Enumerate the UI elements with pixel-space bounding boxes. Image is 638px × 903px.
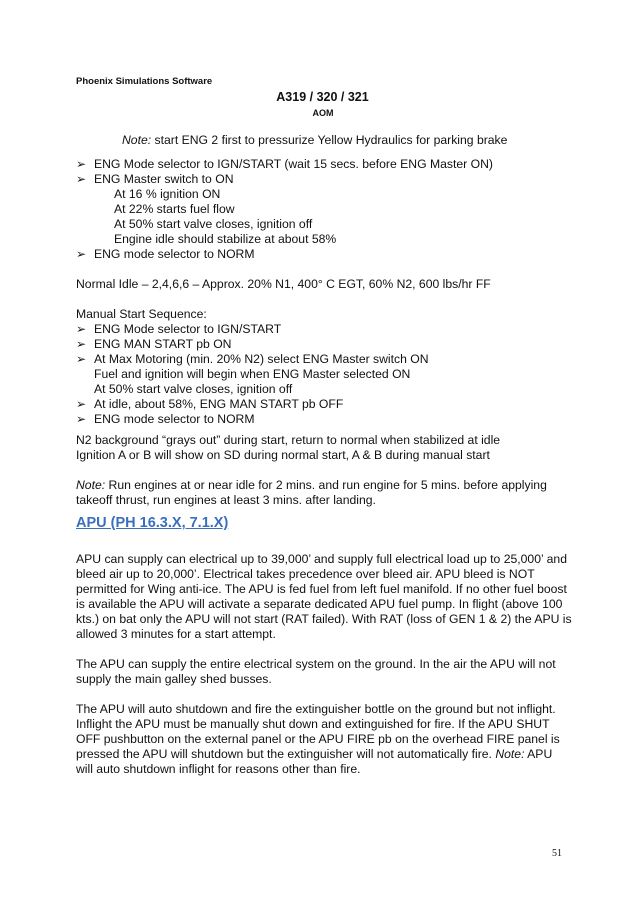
note-text: start ENG 2 first to pressurize Yellow Hydraulics for parking brake [151,133,508,147]
arrow-bullet-icon: ➢ [76,247,87,261]
list-item [76,397,576,412]
list-item [76,352,576,397]
engine-start-list [76,157,576,262]
paragraph-text: The APU will auto shutdown and fire the extinguisher bottle on the ground but not inflight. Inflight the APU must be manually shut down and extinguished for fire. If the APU SHUT OFF pushbutton on the external panel or the APU FIRE pb on the overhead FIRE panel is pressed the APU will shutdown but the extinguisher will not automatically fire. [76,702,560,761]
publisher-name: Phoenix Simulations Software [76,76,213,87]
manual-start-heading: Manual Start Sequence: [76,307,207,321]
sub-line: At 16 % ignition ON [114,187,221,201]
ignition-line: Ignition A or B will show on SD during normal start, A & B during manual start [76,448,490,462]
manual-start-list [76,322,576,427]
list-item [76,322,576,337]
list-item-text: ENG mode selector to NORM [94,247,255,261]
page-number: 51 [552,848,562,859]
engine-run-note [76,478,568,508]
n2-background-line: N2 background “grays out” during start, return to normal when stabilized at idle [76,433,501,447]
arrow-bullet-icon: ➢ [76,157,87,171]
arrow-bullet-icon: ➢ [76,412,87,426]
arrow-bullet-icon: ➢ [76,352,87,366]
arrow-bullet-icon: ➢ [76,337,87,351]
document-title: A319 / 320 / 321 [276,90,369,104]
sub-line: Fuel and ignition will begin when ENG Master selected ON [94,367,411,381]
sub-line: Engine idle should stabilize at about 58% [114,232,337,246]
note-label: Note: [76,478,106,492]
list-item-text: At Max Motoring (min. 20% N2) select ENG Master switch ON [94,352,429,366]
sub-line: At 22% starts fuel flow [114,202,235,216]
document-subtitle: AOM [312,108,334,118]
arrow-bullet-icon: ➢ [76,322,87,336]
list-item-text: ENG Master switch to ON [94,172,234,186]
list-item-text: ENG Mode selector to IGN/START (wait 15 secs. before ENG Master ON) [94,157,493,171]
list-item-text: ENG Mode selector to IGN/START [94,322,282,336]
list-item [76,247,576,262]
arrow-bullet-icon: ➢ [76,397,87,411]
list-item-text: At idle, about 58%, ENG MAN START pb OFF [94,397,344,411]
arrow-bullet-icon: ➢ [76,172,87,186]
list-item-text: ENG mode selector to NORM [94,412,255,426]
list-item-text: ENG MAN START pb ON [94,337,232,351]
sub-line: At 50% start valve closes, ignition off [114,217,313,231]
apu-paragraph: The APU can supply the entire electrical system on the ground. In the air the APU will not supply the main galley shed busses. [76,657,556,686]
normal-idle-line: Normal Idle – 2,4,6,6 – Approx. 20% N1, 400° C EGT, 60% N2, 600 lbs/hr FF [76,277,491,291]
apu-section-heading: APU (PH 16.3.X, 7.1.X) [76,515,229,531]
list-item [76,337,576,352]
apu-paragraph [76,702,572,777]
note-text: APU will auto shutdown inflight for reasons other than fire. [76,747,553,776]
list-item [76,412,576,427]
apu-paragraph: APU can supply can electrical up to 39,000’ and supply full electrical load up to 25,000’ and bleed air up to 20,000’. Electrical takes precedence over bleed air. APU bleed is NOT permitted for Wing anti-ice. The APU is fed fuel from left fuel manifold. If no other fuel boost is available the APU will activate a separate dedicated APU fuel pump. In flight (above 100 kts.) on bat only the APU will not start (RAT failed). With RAT (loss of GEN 1 & 2) the APU is allowed 3 minutes for a start attempt. [76,552,572,641]
note-label: Note: [122,133,152,147]
list-item [76,172,576,247]
parking-brake-note [122,133,622,148]
list-item [76,157,576,172]
sub-line: At 50% start valve closes, ignition off [94,382,293,396]
note-label: Note: [495,747,525,761]
note-text: Run engines at or near idle for 2 mins. and run engine for 5 mins. before applying takeoff thrust, run engines at least 3 mins. after landing. [76,478,547,507]
